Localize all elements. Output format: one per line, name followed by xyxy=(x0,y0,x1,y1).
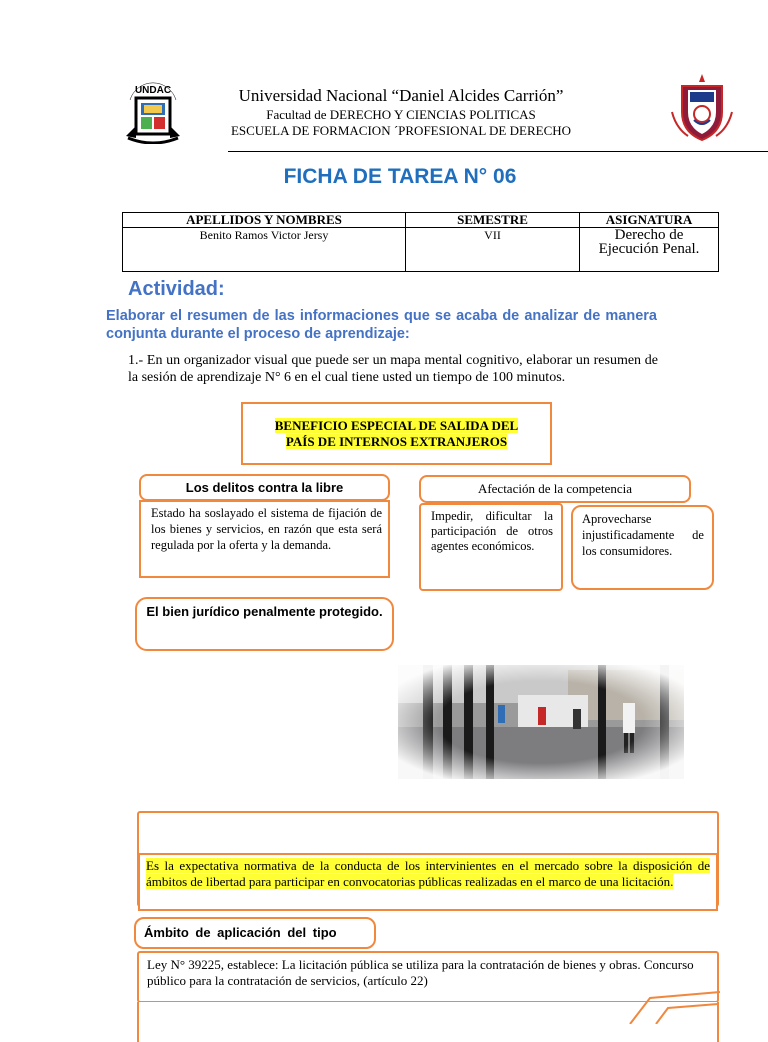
delitos-description-box: Estado ha soslayado el sistema de fijación de los bienes y servicios, en razón que esta será regulada por la oferta y la demanda. xyxy=(139,500,390,578)
ambito-title-box: Ámbito de aplicación del tipo xyxy=(134,917,376,949)
table-header-cell: ASIGNATURA xyxy=(580,213,719,228)
task-text: 1.- En un organizador visual que puede ser un mapa mental cognitivo, elaborar un resumen de la sesión de aprendizaje N° 6 en el cual tiene usted un tiempo de 100 minutos. xyxy=(128,353,658,385)
activity-heading: Actividad: xyxy=(128,278,225,300)
course-cell: Derecho de Ejecución Penal. xyxy=(580,228,719,272)
delitos-title-box: Los delitos contra la libre xyxy=(139,474,390,501)
instruction-text: Elaborar el resumen de las informaciones que se acaba de analizar de manera conjunta durante el proceso de aprendizaje: xyxy=(106,308,657,342)
afectacion-title-box: Afectación de la competencia xyxy=(419,475,691,503)
university-name: Universidad Nacional “Daniel Alcides Carrión” xyxy=(238,86,564,105)
table-row xyxy=(123,228,719,272)
faculty-name: Facultad de DERECHO Y CIENCIAS POLITICAS xyxy=(266,107,536,122)
table-header-cell: APELLIDOS Y NOMBRES xyxy=(123,213,406,228)
school-name: ESCUELA DE FORMACION ´PROFESIONAL DE DERECHO xyxy=(230,123,572,138)
bien-juridico-box: El bien jurídico penalmente protegido. xyxy=(135,597,394,651)
main-topic-line-1: BENEFICIO ESPECIAL DE SALIDA DEL xyxy=(274,418,519,433)
expectativa-text: Es la expectativa normativa de la conducta de los intervinientes en el mercado sobre la disposición de ámbitos de libertad para participar en convocatorias públicas realizadas en el marco de una licitación. xyxy=(146,858,710,889)
student-info-table xyxy=(122,212,719,272)
main-topic-box xyxy=(241,402,552,465)
impedir-box: Impedir, dificultar la participación de otros agentes económicos. xyxy=(419,503,563,591)
semester-cell: VII xyxy=(406,228,580,272)
student-name-cell: Benito Ramos Victor Jersy xyxy=(123,228,406,272)
expectativa-box xyxy=(138,853,718,911)
aprovechar-box: Aprovecharse injustificadamente de los consumidores. xyxy=(571,505,714,590)
table-header-cell: SEMESTRE xyxy=(406,213,580,228)
table-header-row xyxy=(123,213,719,228)
prison-photo xyxy=(398,665,684,779)
arrow-shape xyxy=(620,990,730,1024)
svg-text:UNDAC: UNDAC xyxy=(134,85,172,96)
ley-box: Ley N° 39225, establece: La licitación pública se utiliza para la contratación de bienes y obras. Concurso público para la contratación de servicios, (artículo 22) xyxy=(137,951,719,1003)
page-title: FICHA DE TAREA N° 06 xyxy=(283,165,517,188)
main-topic-line-2: PAÍS DE INTERNOS EXTRANJEROS xyxy=(285,434,508,449)
header-divider xyxy=(228,151,768,152)
main-topic-title xyxy=(243,418,550,450)
faculty-crest xyxy=(668,72,736,142)
undac-logo xyxy=(122,78,184,144)
